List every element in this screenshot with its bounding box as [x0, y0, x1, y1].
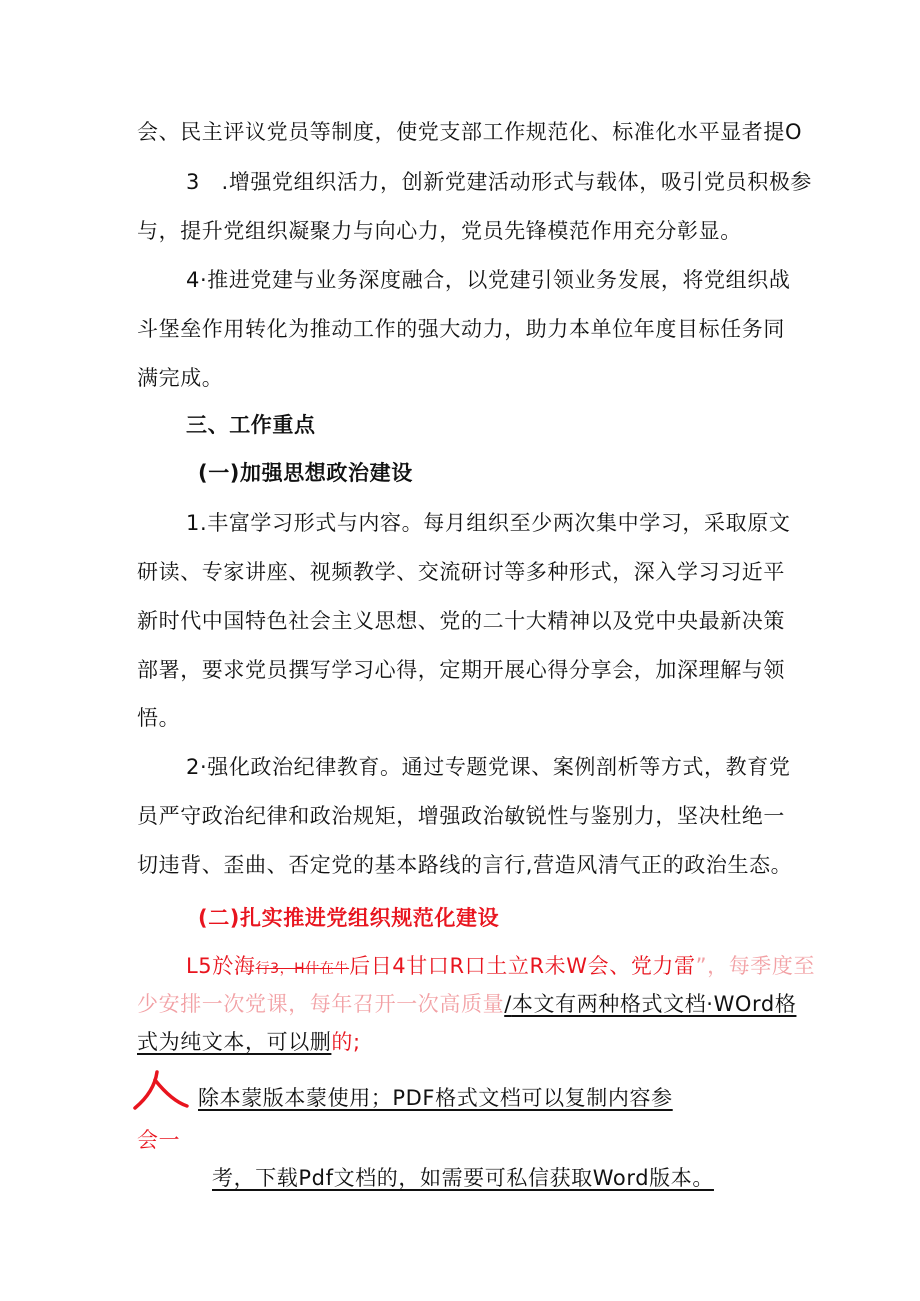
text-line: 研读、专家讲座、视频教学、交流研讨等多种形式，深入学习习近平: [137, 560, 785, 584]
text-line: 2·强化政治纪律教育。通过专题党课、案例剖析等方式，教育党: [186, 755, 791, 779]
text-line: 会、民主评议党员等制度，使党支部工作规范化、标准化水平显者提O: [137, 120, 803, 144]
text-line: 部署，要求党员撰写学习心得，定期开展心得分享会，加深理解与领: [137, 658, 785, 682]
text-line: 3 .增强党组织活力，创新党建活动形式与载体，吸引党员积极参: [186, 170, 813, 194]
garbled-line: [186, 951, 815, 984]
note-line: 考，下载Pdf文档的，如需要可私信获取Word版本。: [212, 1166, 714, 1190]
struck-text: 行3，H什在牛: [255, 961, 350, 977]
note-line: [137, 1027, 361, 1057]
slash-mark: /: [504, 992, 512, 1016]
note-text: 式为纯文本，可以删: [137, 1030, 332, 1054]
subsection-heading-red: (二)扎实推进党组织规范化建设: [198, 906, 500, 930]
section-heading: 三、工作重点: [186, 413, 316, 437]
red-insert-mark-icon: [133, 1068, 189, 1112]
note-text-red: 的;: [331, 1030, 361, 1054]
faded-text: ”，每季度至: [695, 954, 816, 978]
text-line: 新时代中国特色社会主义思想、党的二十大精神以及党中央最新决策: [137, 609, 785, 633]
garbled-text: L5於海: [186, 954, 256, 978]
note-text: 本文有两种格式文档·WOrd格: [511, 992, 797, 1016]
text-line: 斗堡垒作用转化为推动工作的强大动力，助力本单位年度目标任务同: [137, 317, 785, 341]
subsection-heading: (一)加强思想政治建设: [198, 461, 413, 485]
faded-text: 少安排一次党课，每年召开一次高质量: [137, 992, 505, 1016]
note-line: 除本蒙版本蒙使用；PDF格式文档可以复制内容参: [198, 1086, 673, 1110]
red-fragment: 会一: [137, 1128, 181, 1152]
text-line: 切违背、歪曲、否定党的基本路线的言行,营造风清气正的政治生态。: [137, 853, 793, 877]
text-line: 与，提升党组织凝聚力与向心力，党员先锋模范作用充分彰显。: [137, 219, 742, 243]
text-line: 员严守政治纪律和政治规矩，增强政治敏锐性与鉴别力，坚决杜绝一: [137, 804, 785, 828]
mixed-line: [137, 989, 796, 1019]
text-line: 满完成。: [137, 366, 224, 390]
garbled-text: 后日4甘口R口土立R未W会、党力雷: [349, 954, 696, 978]
text-line: 1.丰富学习形式与内容。每月组织至少两次集中学习，采取原文: [186, 511, 791, 535]
text-line: 4·推进党建与业务深度融合，以党建引领业务发展，将党组织战: [186, 268, 791, 292]
text-line: 悟。: [137, 706, 181, 730]
